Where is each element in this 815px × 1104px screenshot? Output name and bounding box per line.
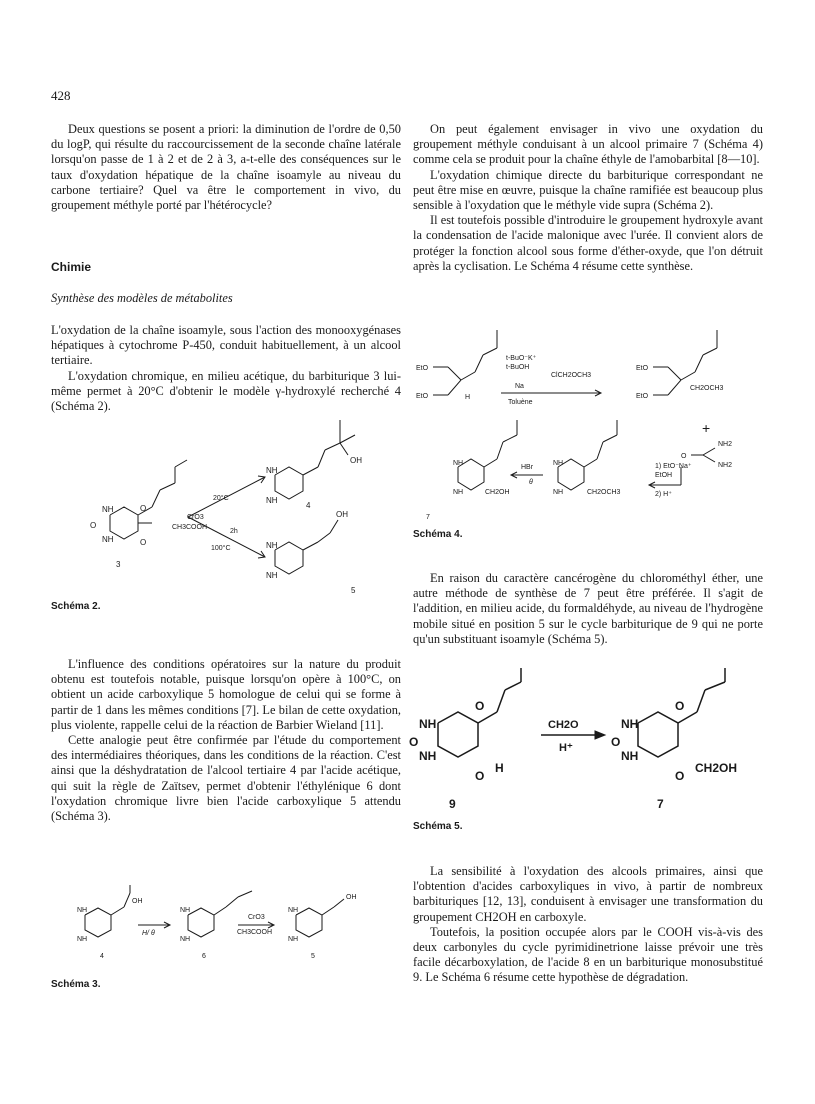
s5-7-o-left: O [611,735,621,749]
caption-scheme-5: Schéma 5. [413,821,463,832]
paragraph-hydroxyle: Il est toutefois possible d'introduire le groupement hydroxyle avant la condensation de l'acide malonique avec l'urée. Il convient alors de protéger la fonction alcool sous forme d'éther-oxyde, que l'on détruit après la cyclisation. Le Schéma 4 résume cette synthèse. [413,213,763,273]
s3-num-5: 5 [311,953,315,960]
s5-9-o-bottom: O [475,769,485,783]
s4-cond2: 2) H⁺ [655,491,672,498]
s4-mid-nh-bottom: NH [553,489,564,496]
s4-7-nh-top: NH [453,460,464,467]
s5-num-9: 9 [449,797,456,811]
s5-7-ch2oh: CH2OH [695,761,738,775]
s3-4-nh-bottom: NH [77,936,88,943]
caption-scheme-3: Schéma 3. [51,979,101,990]
scheme-4-diagram [413,322,768,532]
s2-o-top: O [140,504,147,513]
paragraph-analogie: Cette analogie peut être confirmée par l'étude du comportement des intermédiaires théoriques, dans les conditions de la réaction. C'est ainsi que la déshydratation de l'alcool tertiaire 4 par l'acide acétique, qui suit la règle de Zaïtsev, permet d'obtenir l'éthylénique 6 dont l'oxydation chromique livre bien l'acide carboxylique 5 attendu (Schéma 3). [51,733,401,824]
subheading-synthese: Synthèse des modèles de métabolites [51,291,233,305]
s5-9-nh-top: NH [419,717,437,731]
s4-7-ch2oh: CH2OH [485,489,510,496]
s4-hbr: HBr [521,464,534,471]
s2-4-oh: OH [350,456,362,465]
s5-reagent: CH2O [548,719,579,731]
s3-num-6: 6 [202,953,206,960]
paragraph-sensibilite: La sensibilité à l'oxydation des alcools primaires, ainsi que l'obtention d'acides carboxyliques in vivo, à partir de nombreux barbituriques [12, 13], conduisent à envisager une transformation du groupement CH2OH en carboxyle. [413,864,763,924]
s3-4-nh-top: NH [77,907,88,914]
s2-5-oh: OH [336,510,348,519]
s4-na: Na [515,383,524,390]
caption-scheme-4: Schéma 4. [413,529,463,540]
paragraph-toutefois: Toutefois, la position occupée alors par le COOH vis-à-vis des deux carbonyles du cycle pyrimidinetrione laisse prévoir une très facile décarboxylation, de l'acide 8 en un barbiturique monosubstitué 9. Le Schéma 6 résume cette hypothèse de dégradation. [413,924,763,985]
caption-scheme-2: Schéma 2. [51,601,101,612]
paragraph-oxydation: L'oxydation de la chaîne isoamyle, sous l'action des monooxygénases hépatiques à cytochrome P-450, conduit habituellement, à un alcool tertiaire. [51,323,401,368]
s4-eto-1: EtO [416,365,429,372]
s4-base2: t-BuOH [506,364,530,371]
s5-7-o-top: O [675,699,685,713]
right-column-sensibilite [413,864,763,986]
s4-cond1b: EtOH [655,472,673,479]
paragraph-cancerogene: En raison du caractère cancérogène du chlorométhyl éther, une autre méthode de synthèse de 7 peut être préférée. Il s'agit de l'addition, en milieu acide, du formaldéhyde, au niveau de l'hydrogène mobile situé en position 5 sur le cycle barbiturique de 9 qui ne porte qu'un substituant isoamyle (Schéma 5). [413,571,763,646]
s2-num-3: 3 [116,560,121,569]
s4-nh2-bottom: NH2 [718,462,733,469]
left-column-intro [51,122,401,213]
s3-6-nh-bottom: NH [180,936,191,943]
s5-7-nh-top: NH [621,717,639,731]
heading-chimie: Chimie [51,260,92,274]
s5-9-h: H [495,761,504,775]
s2-num-4: 4 [306,501,311,510]
s4-plus: + [702,420,711,436]
paragraph-chimique: L'oxydation chimique directe du barbiturique correspondant ne peut être mise en œuvre, puisque la chaîne ramifiée est beaucoup plus sensible à l'oxydation que le méthyle vide supra (Schéma 2). [413,167,763,213]
s2-time: 2h [230,528,238,535]
s4-ch2och3: CH2OCH3 [690,385,724,392]
s5-9-o-left: O [409,735,419,749]
right-column-cancerogene [413,571,763,647]
s4-cond1: 1) EtO⁻Na⁺ [655,463,692,470]
scheme-2-diagram [80,415,400,600]
s4-base1: t-BuO⁻K⁺ [506,355,537,362]
s2-nh-top: NH [102,505,114,514]
s2-temp-20: 20°C [213,495,229,502]
s2-5-nh-bottom: NH [266,571,278,580]
paragraph-intro: Deux questions se posent a priori: la diminution de l'ordre de 0,50 du logP, qui résulte du raccourcissement de la seconde chaîne latérale lorsqu'on passe de 1 à 2 et de 2 à 3, a-t-elle des conséquences sur le taux d'oxydation hépatique de la chaîne isoamyle au niveau du carbone tertiaire? Quel va être le comportement in vivo, du groupement méthyle porté par l'hétérocycle? [51,122,401,213]
s2-reagent-acetic: CH3COOH [172,524,208,531]
s2-o-bottom: O [140,538,147,547]
paragraph-chromique: L'oxydation chromique, en milieu acétique, du barbiturique 3 lui-même permet à 20°C d'obtenir le modèle γ-hydroxylé recherché 4 (Schéma 2). [51,368,401,414]
s4-num-7: 7 [426,514,430,521]
s4-eto-4: EtO [636,393,649,400]
s2-5-nh-top: NH [266,541,278,550]
s3-6-nh-top: NH [180,907,191,914]
s2-o-left: O [90,521,97,530]
s2-temp-100: 100°C [211,545,231,552]
s4-mid-ch2och3: CH2OCH3 [587,489,621,496]
s2-4-nh-bottom: NH [266,496,278,505]
s4-nh2-top: NH2 [718,441,733,448]
s3-num-4: 4 [100,953,104,960]
paragraph-vivo: On peut également envisager in vivo une oxydation du groupement méthyle conduisant à un alcool primaire 7 (Schéma 4) comme cela se produit pour la chaîne éthyle de l'amobarbital [8—10]. [413,122,763,167]
s4-toluene: Toluène [508,399,533,406]
s2-nh-bottom: NH [102,535,114,544]
s2-reagent-cro3: CrO3 [187,514,204,521]
s4-7-nh-bottom: NH [453,489,464,496]
scheme-3-diagram [60,885,390,980]
s5-9-nh-bottom: NH [419,749,437,763]
s4-h: H [465,394,471,401]
s3-cond: H/ θ [142,930,155,937]
s3-reagent-cro3: CrO3 [248,914,265,921]
page-number: 428 [51,88,71,103]
s3-5-nh-bottom: NH [288,936,299,943]
s4-eto-2: EtO [416,393,429,400]
s3-5-nh-top: NH [288,907,299,914]
s4-clch2: ClCH2OCH3 [551,372,592,379]
s5-7-o-bottom: O [675,769,685,783]
s4-mid-nh-top: NH [553,460,564,467]
s4-theta: θ [529,479,533,486]
s5-num-7: 7 [657,797,664,811]
left-column-influence [51,657,401,824]
s4-eto-3: EtO [636,365,649,372]
s5-7-nh-bottom: NH [621,749,639,763]
s5-9-o-top: O [475,699,485,713]
s3-reagent-acetic: CH3COOH [237,929,273,936]
left-column-oxydation [51,323,401,414]
s2-num-5: 5 [351,586,356,595]
s4-o-urea: O [681,453,687,460]
scheme-5-diagram [409,668,768,838]
right-column-top [413,122,763,274]
s5-cat: H⁺ [559,742,573,754]
s3-5-oh: OH [346,894,357,901]
s2-4-nh-top: NH [266,466,278,475]
paragraph-influence: L'influence des conditions opératoires sur la nature du produit obtenu est toutefois notable, puisque lorsqu'on opère à 100°C, on obtient un acide carboxylique 5 homologue de celui qui se forme à partir de 1 dans les mêmes conditions [7]. Le bilan de cette oxydation, plus violente, rappelle celui de la réaction de Barbier Wieland [11]. [51,657,401,732]
s3-4-oh: OH [132,898,143,905]
